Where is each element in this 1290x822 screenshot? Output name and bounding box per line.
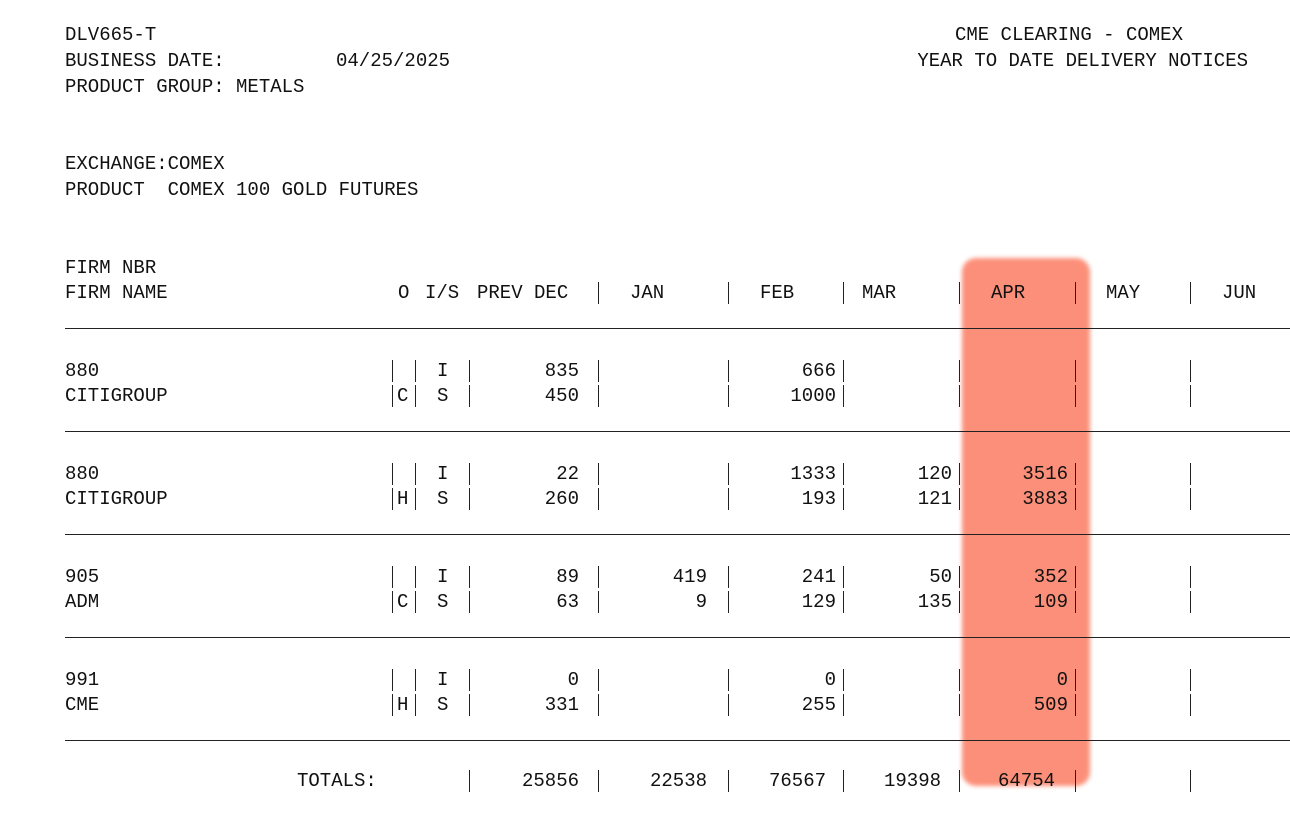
o-left-bar: [392, 669, 393, 691]
mar-bar: [959, 488, 960, 510]
stop-flag: S: [437, 694, 449, 716]
firm-number: 880: [65, 360, 100, 382]
is-right-bar: [469, 694, 470, 716]
totals-separator: [1075, 770, 1076, 792]
column-separator: [1190, 282, 1191, 304]
jan-bar: [728, 566, 729, 588]
feb-bar: [843, 694, 844, 716]
is-right-bar: [469, 566, 470, 588]
apr-bar: [1075, 385, 1076, 407]
o-right-bar: [415, 694, 416, 716]
is-right-bar: [469, 488, 470, 510]
jan-bar: [728, 463, 729, 485]
may-bar: [1190, 385, 1191, 407]
col-header-is: I/S: [425, 282, 460, 304]
firm-name: CITIGROUP: [65, 385, 168, 407]
apr-bar: [1075, 669, 1076, 691]
mar-value: 50: [929, 566, 952, 588]
prev-dec-bar: [598, 694, 599, 716]
totals-separator: [843, 770, 844, 792]
total-apr: 64754: [997, 770, 1055, 792]
firm-name: CITIGROUP: [65, 488, 168, 510]
is-right-bar: [469, 591, 470, 613]
prev-dec-bar: [598, 385, 599, 407]
stop-flag: S: [437, 591, 449, 613]
apr-value: 352: [1033, 566, 1068, 588]
total-feb: 76567: [768, 770, 826, 792]
prev-dec-value: 450: [544, 385, 579, 407]
mar-value: 120: [917, 463, 952, 485]
apr-bar: [1075, 694, 1076, 716]
mar-bar: [959, 694, 960, 716]
is-right-bar: [469, 463, 470, 485]
apr-bar: [1075, 463, 1076, 485]
firm-name: ADM: [65, 591, 100, 613]
totals-label: TOTALS:: [297, 770, 377, 792]
may-bar: [1190, 566, 1191, 588]
jan-bar: [728, 669, 729, 691]
mar-bar: [959, 463, 960, 485]
o-left-bar: [392, 694, 393, 716]
firm-number: 905: [65, 566, 100, 588]
prev-dec-bar: [598, 360, 599, 382]
feb-bar: [843, 463, 844, 485]
jan-bar: [728, 694, 729, 716]
apr-bar: [1075, 488, 1076, 510]
firm-number: 991: [65, 669, 100, 691]
may-bar: [1190, 591, 1191, 613]
col-header-feb: FEB: [760, 282, 795, 304]
row-rule: [65, 637, 1290, 638]
apr-value: 3883: [1022, 488, 1068, 510]
jan-value: 419: [672, 566, 707, 588]
o-right-bar: [415, 463, 416, 485]
row-rule: [65, 740, 1290, 741]
apr-value: 0: [1056, 669, 1068, 691]
feb-bar: [843, 360, 844, 382]
feb-bar: [843, 591, 844, 613]
o-right-bar: [415, 385, 416, 407]
o-left-bar: [392, 360, 393, 382]
row-rule: [65, 534, 1290, 535]
prev-dec-value: 835: [544, 360, 579, 382]
apr-value: 509: [1033, 694, 1068, 716]
feb-value: 193: [801, 488, 836, 510]
prev-dec-bar: [598, 463, 599, 485]
may-bar: [1190, 463, 1191, 485]
feb-bar: [843, 488, 844, 510]
totals-separator: [598, 770, 599, 792]
prev-dec-value: 22: [556, 463, 579, 485]
apr-value: 3516: [1022, 463, 1068, 485]
prev-dec-value: 260: [544, 488, 579, 510]
mar-bar: [959, 591, 960, 613]
origin-code: H: [397, 488, 409, 510]
product-line: PRODUCT COMEX 100 GOLD FUTURES: [65, 179, 419, 201]
apr-bar: [1075, 566, 1076, 588]
col-header-mar: MAR: [862, 282, 897, 304]
total-prev-dec: 25856: [521, 770, 579, 792]
column-separator: [728, 282, 729, 304]
is-right-bar: [469, 360, 470, 382]
feb-value: 666: [801, 360, 836, 382]
prev-dec-bar: [598, 591, 599, 613]
total-mar: 19398: [883, 770, 941, 792]
col-header-apr: APR: [991, 282, 1026, 304]
feb-bar: [843, 669, 844, 691]
apr-bar: [1075, 591, 1076, 613]
apr-bar: [1075, 360, 1076, 382]
may-bar: [1190, 694, 1191, 716]
prev-dec-bar: [598, 669, 599, 691]
is-right-bar: [469, 385, 470, 407]
totals-separator: [728, 770, 729, 792]
may-bar: [1190, 360, 1191, 382]
col-header-jun: JUN: [1222, 282, 1257, 304]
o-left-bar: [392, 566, 393, 588]
o-left-bar: [392, 463, 393, 485]
stop-flag: S: [437, 385, 449, 407]
o-left-bar: [392, 488, 393, 510]
may-bar: [1190, 669, 1191, 691]
prev-dec-value: 89: [556, 566, 579, 588]
prev-dec-bar: [598, 566, 599, 588]
o-right-bar: [415, 566, 416, 588]
o-right-bar: [415, 488, 416, 510]
business-date: 04/25/2025: [336, 50, 451, 72]
o-right-bar: [415, 669, 416, 691]
business-date-label: BUSINESS DATE:: [65, 50, 225, 72]
column-separator: [843, 282, 844, 304]
mar-bar: [959, 669, 960, 691]
totals-separator: [469, 770, 470, 792]
column-separator: [1075, 282, 1076, 304]
report-title: YEAR TO DATE DELIVERY NOTICES: [917, 50, 1248, 72]
origin-code: H: [397, 694, 409, 716]
col-header-jan: JAN: [630, 282, 665, 304]
jan-bar: [728, 360, 729, 382]
org-name: CME CLEARING - COMEX: [954, 24, 1183, 46]
header-rule: [65, 328, 1290, 329]
column-separator: [598, 282, 599, 304]
firm-name: CME: [65, 694, 100, 716]
stop-flag: S: [437, 488, 449, 510]
jan-value: 9: [695, 591, 707, 613]
totals-separator: [1190, 770, 1191, 792]
feb-value: 129: [801, 591, 836, 613]
feb-value: 0: [824, 669, 836, 691]
totals-separator: [959, 770, 960, 792]
apr-value: 109: [1033, 591, 1068, 613]
prev-dec-value: 331: [544, 694, 579, 716]
feb-bar: [843, 566, 844, 588]
feb-bar: [843, 385, 844, 407]
row-rule: [65, 431, 1290, 432]
col-header-prev-dec: PREV DEC: [477, 282, 569, 304]
feb-value: 241: [801, 566, 836, 588]
o-left-bar: [392, 591, 393, 613]
col-header-may: MAY: [1106, 282, 1141, 304]
col-header-o: O: [398, 282, 410, 304]
mar-bar: [959, 385, 960, 407]
o-right-bar: [415, 591, 416, 613]
origin-code: C: [397, 385, 409, 407]
issue-flag: I: [437, 566, 449, 588]
col-header-firm-name: FIRM NAME: [65, 282, 168, 304]
issue-flag: I: [437, 360, 449, 382]
firm-number: 880: [65, 463, 100, 485]
prev-dec-value: 0: [567, 669, 579, 691]
prev-dec-value: 63: [556, 591, 579, 613]
is-right-bar: [469, 669, 470, 691]
report-id: DLV665-T: [65, 24, 157, 46]
jan-bar: [728, 591, 729, 613]
total-jan: 22538: [649, 770, 707, 792]
mar-value: 135: [917, 591, 952, 613]
origin-code: C: [397, 591, 409, 613]
col-header-firm-nbr: FIRM NBR: [65, 257, 157, 279]
apr-column-highlight: [962, 258, 1090, 786]
feb-value: 1333: [790, 463, 836, 485]
exchange-line: EXCHANGE:COMEX: [65, 153, 225, 175]
issue-flag: I: [437, 669, 449, 691]
jan-bar: [728, 385, 729, 407]
product-group: PRODUCT GROUP: METALS: [65, 76, 305, 98]
mar-value: 121: [917, 488, 952, 510]
column-separator: [959, 282, 960, 304]
prev-dec-bar: [598, 488, 599, 510]
o-right-bar: [415, 360, 416, 382]
may-bar: [1190, 488, 1191, 510]
issue-flag: I: [437, 463, 449, 485]
o-left-bar: [392, 385, 393, 407]
feb-value: 255: [801, 694, 836, 716]
mar-bar: [959, 566, 960, 588]
feb-value: 1000: [790, 385, 836, 407]
jan-bar: [728, 488, 729, 510]
mar-bar: [959, 360, 960, 382]
